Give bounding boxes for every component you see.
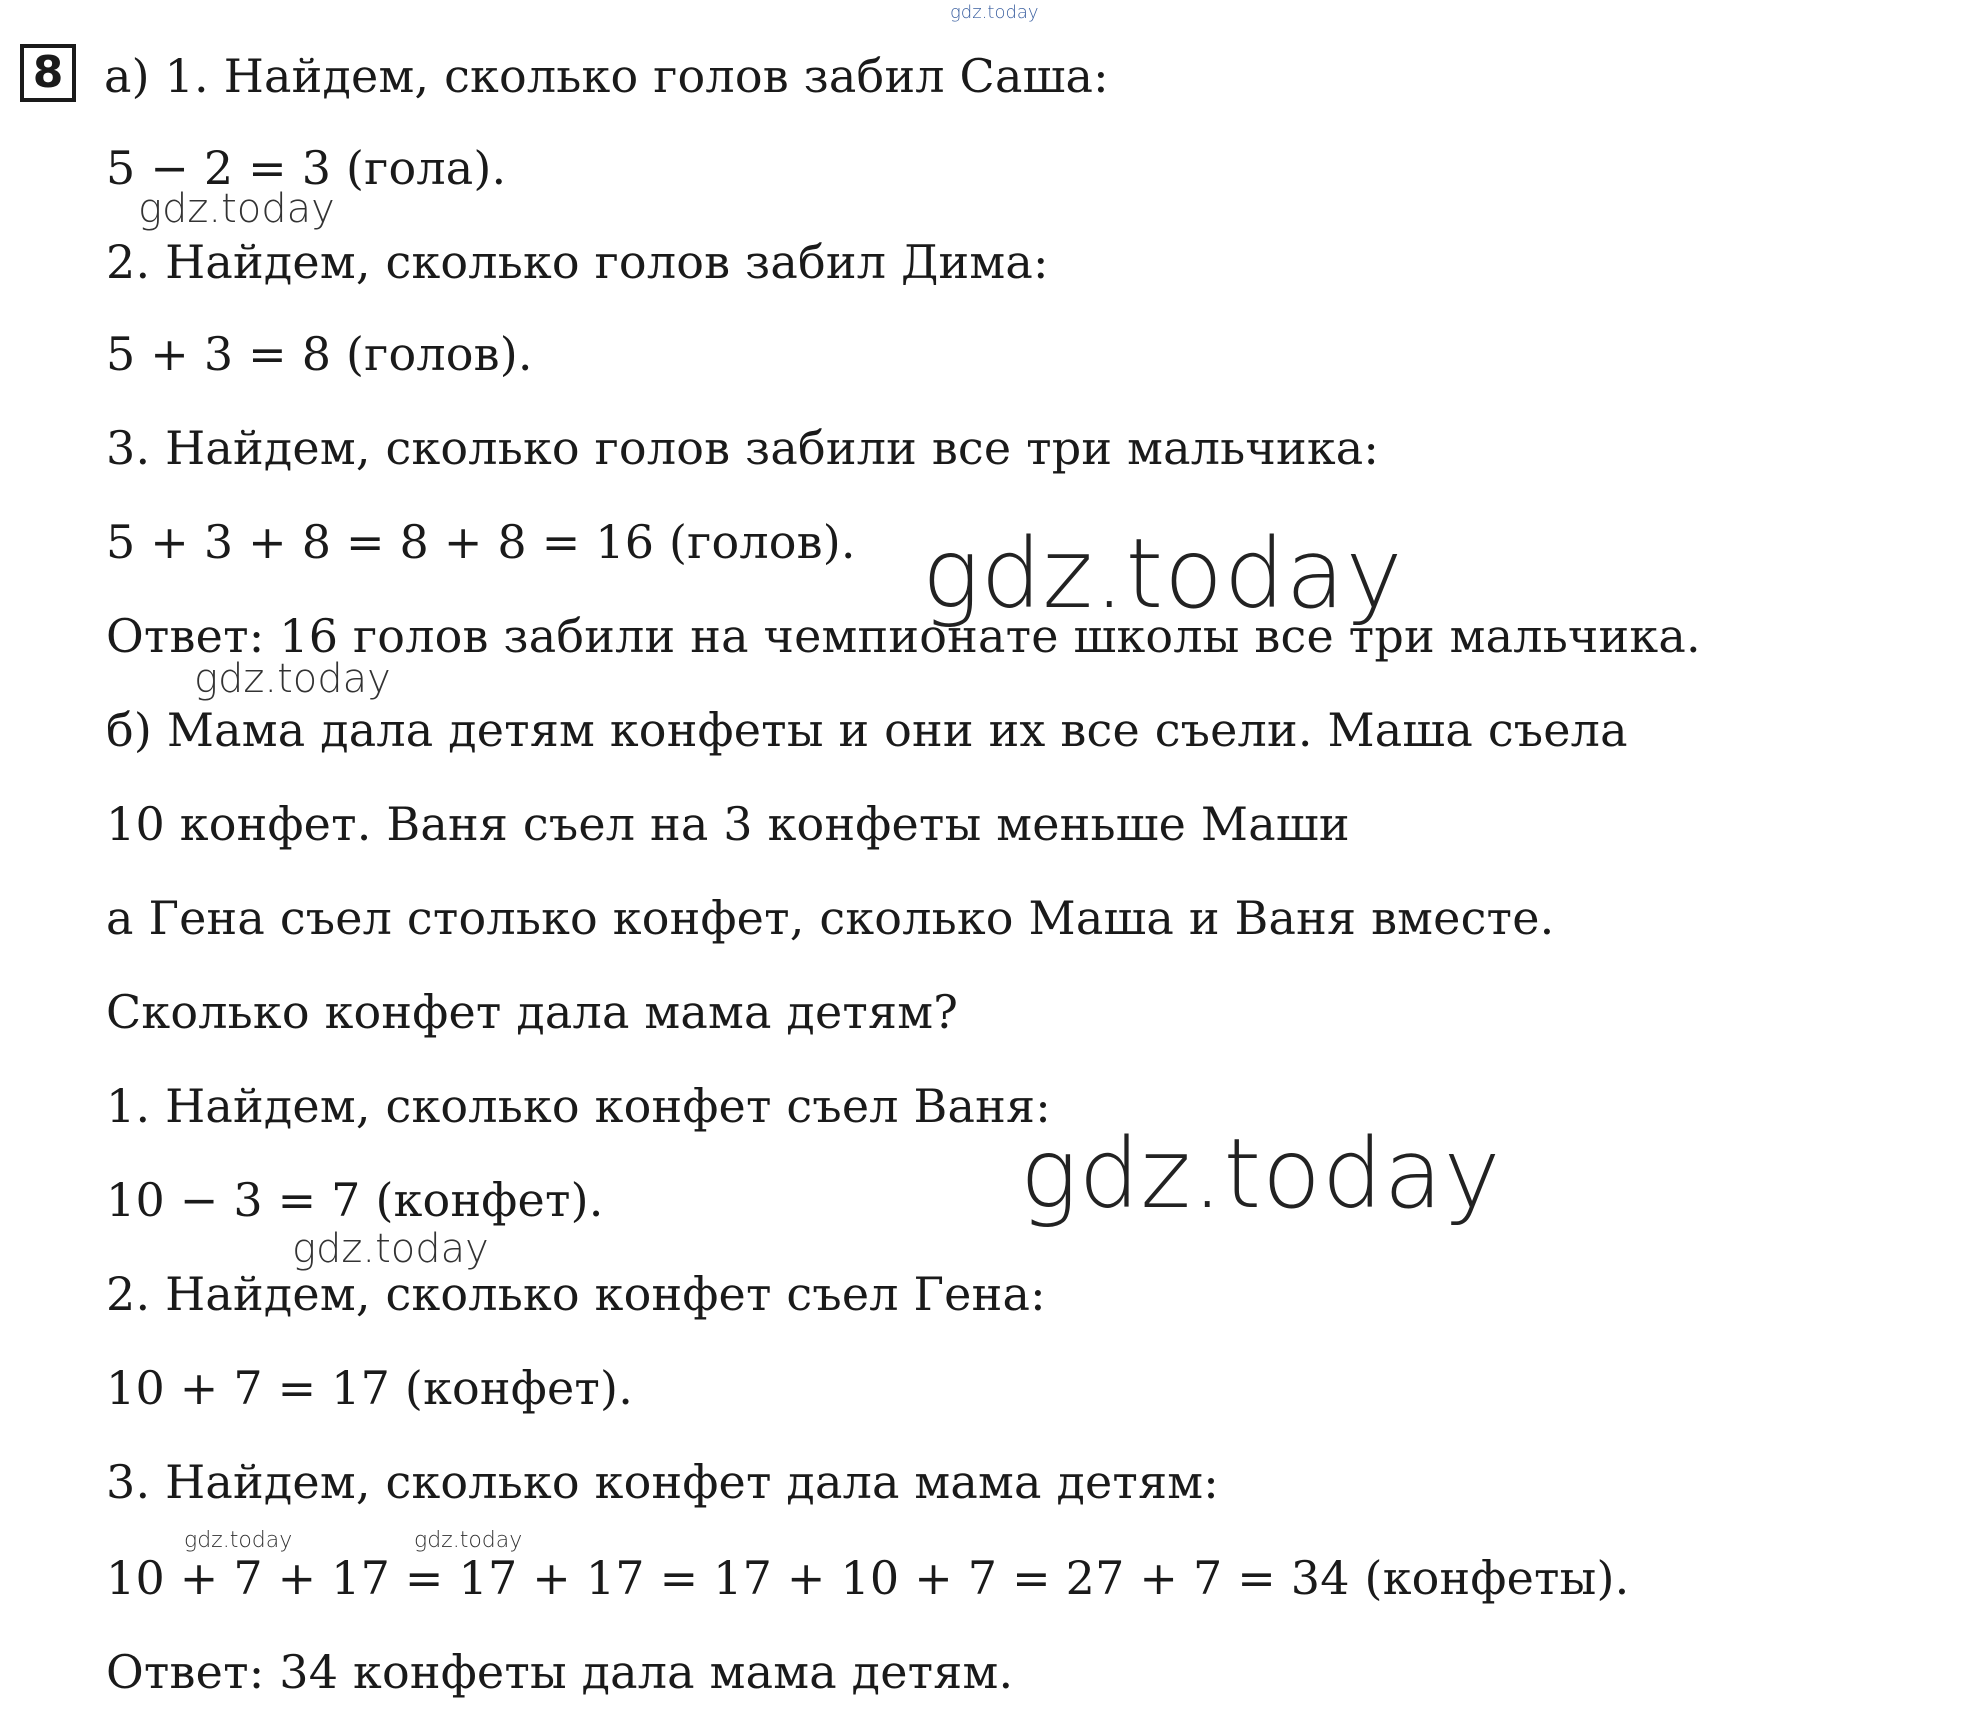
watermark-7: gdz.today [414,1528,523,1553]
solution-line-6: 5 + 3 + 8 = 8 + 8 = 16 (голов). [106,515,856,569]
solution-line-2: 5 − 2 = 3 (гола). [106,141,507,195]
top-watermark: gdz.today [950,2,1039,23]
watermark-6: gdz.today [184,1528,293,1553]
solution-line-1: а) 1. Найдем, сколько голов забил Саша: [104,49,1109,103]
solution-line-5: 3. Найдем, сколько голов забили все три мальчика: [106,421,1380,475]
task-number-box: 8 [20,44,76,102]
solution-line-4: 5 + 3 = 8 (голов). [106,327,533,381]
watermark-4: gdz.today [1020,1118,1502,1230]
solution-line-10: а Гена съел столько конфет, сколько Маша и Ваня вместе. [106,891,1555,945]
watermark-2: gdz.today [922,518,1404,630]
solution-line-8: б) Мама дала детям конфеты и они их все съели. Маша съела [106,703,1628,757]
solution-line-11: Сколько конфет дала мама детям? [106,985,959,1039]
watermark-3: gdz.today [194,656,391,702]
solution-line-7: Ответ: 16 голов забили на чемпионате школы все три мальчика. [106,609,1701,663]
solution-line-13: 10 − 3 = 7 (конфет). [106,1173,604,1227]
solution-line-15: 10 + 7 = 17 (конфет). [106,1361,634,1415]
solution-line-12: 1. Найдем, сколько конфет съел Ваня: [106,1079,1051,1133]
solution-line-17: 10 + 7 + 17 = 17 + 17 = 17 + 10 + 7 = 27 + 7 = 34 (конфеты). [106,1551,1630,1605]
solution-line-18: Ответ: 34 конфеты дала мама детям. [106,1645,1014,1699]
solution-line-16: 3. Найдем, сколько конфет дала мама детям: [106,1455,1219,1509]
watermark-1: gdz.today [138,186,335,232]
solution-line-14: 2. Найдем, сколько конфет съел Гена: [106,1267,1046,1321]
solution-line-3: 2. Найдем, сколько голов забил Дима: [106,235,1049,289]
watermark-5: gdz.today [292,1226,489,1272]
solution-line-9: 10 конфет. Ваня съел на 3 конфеты меньше Маши [106,797,1350,851]
